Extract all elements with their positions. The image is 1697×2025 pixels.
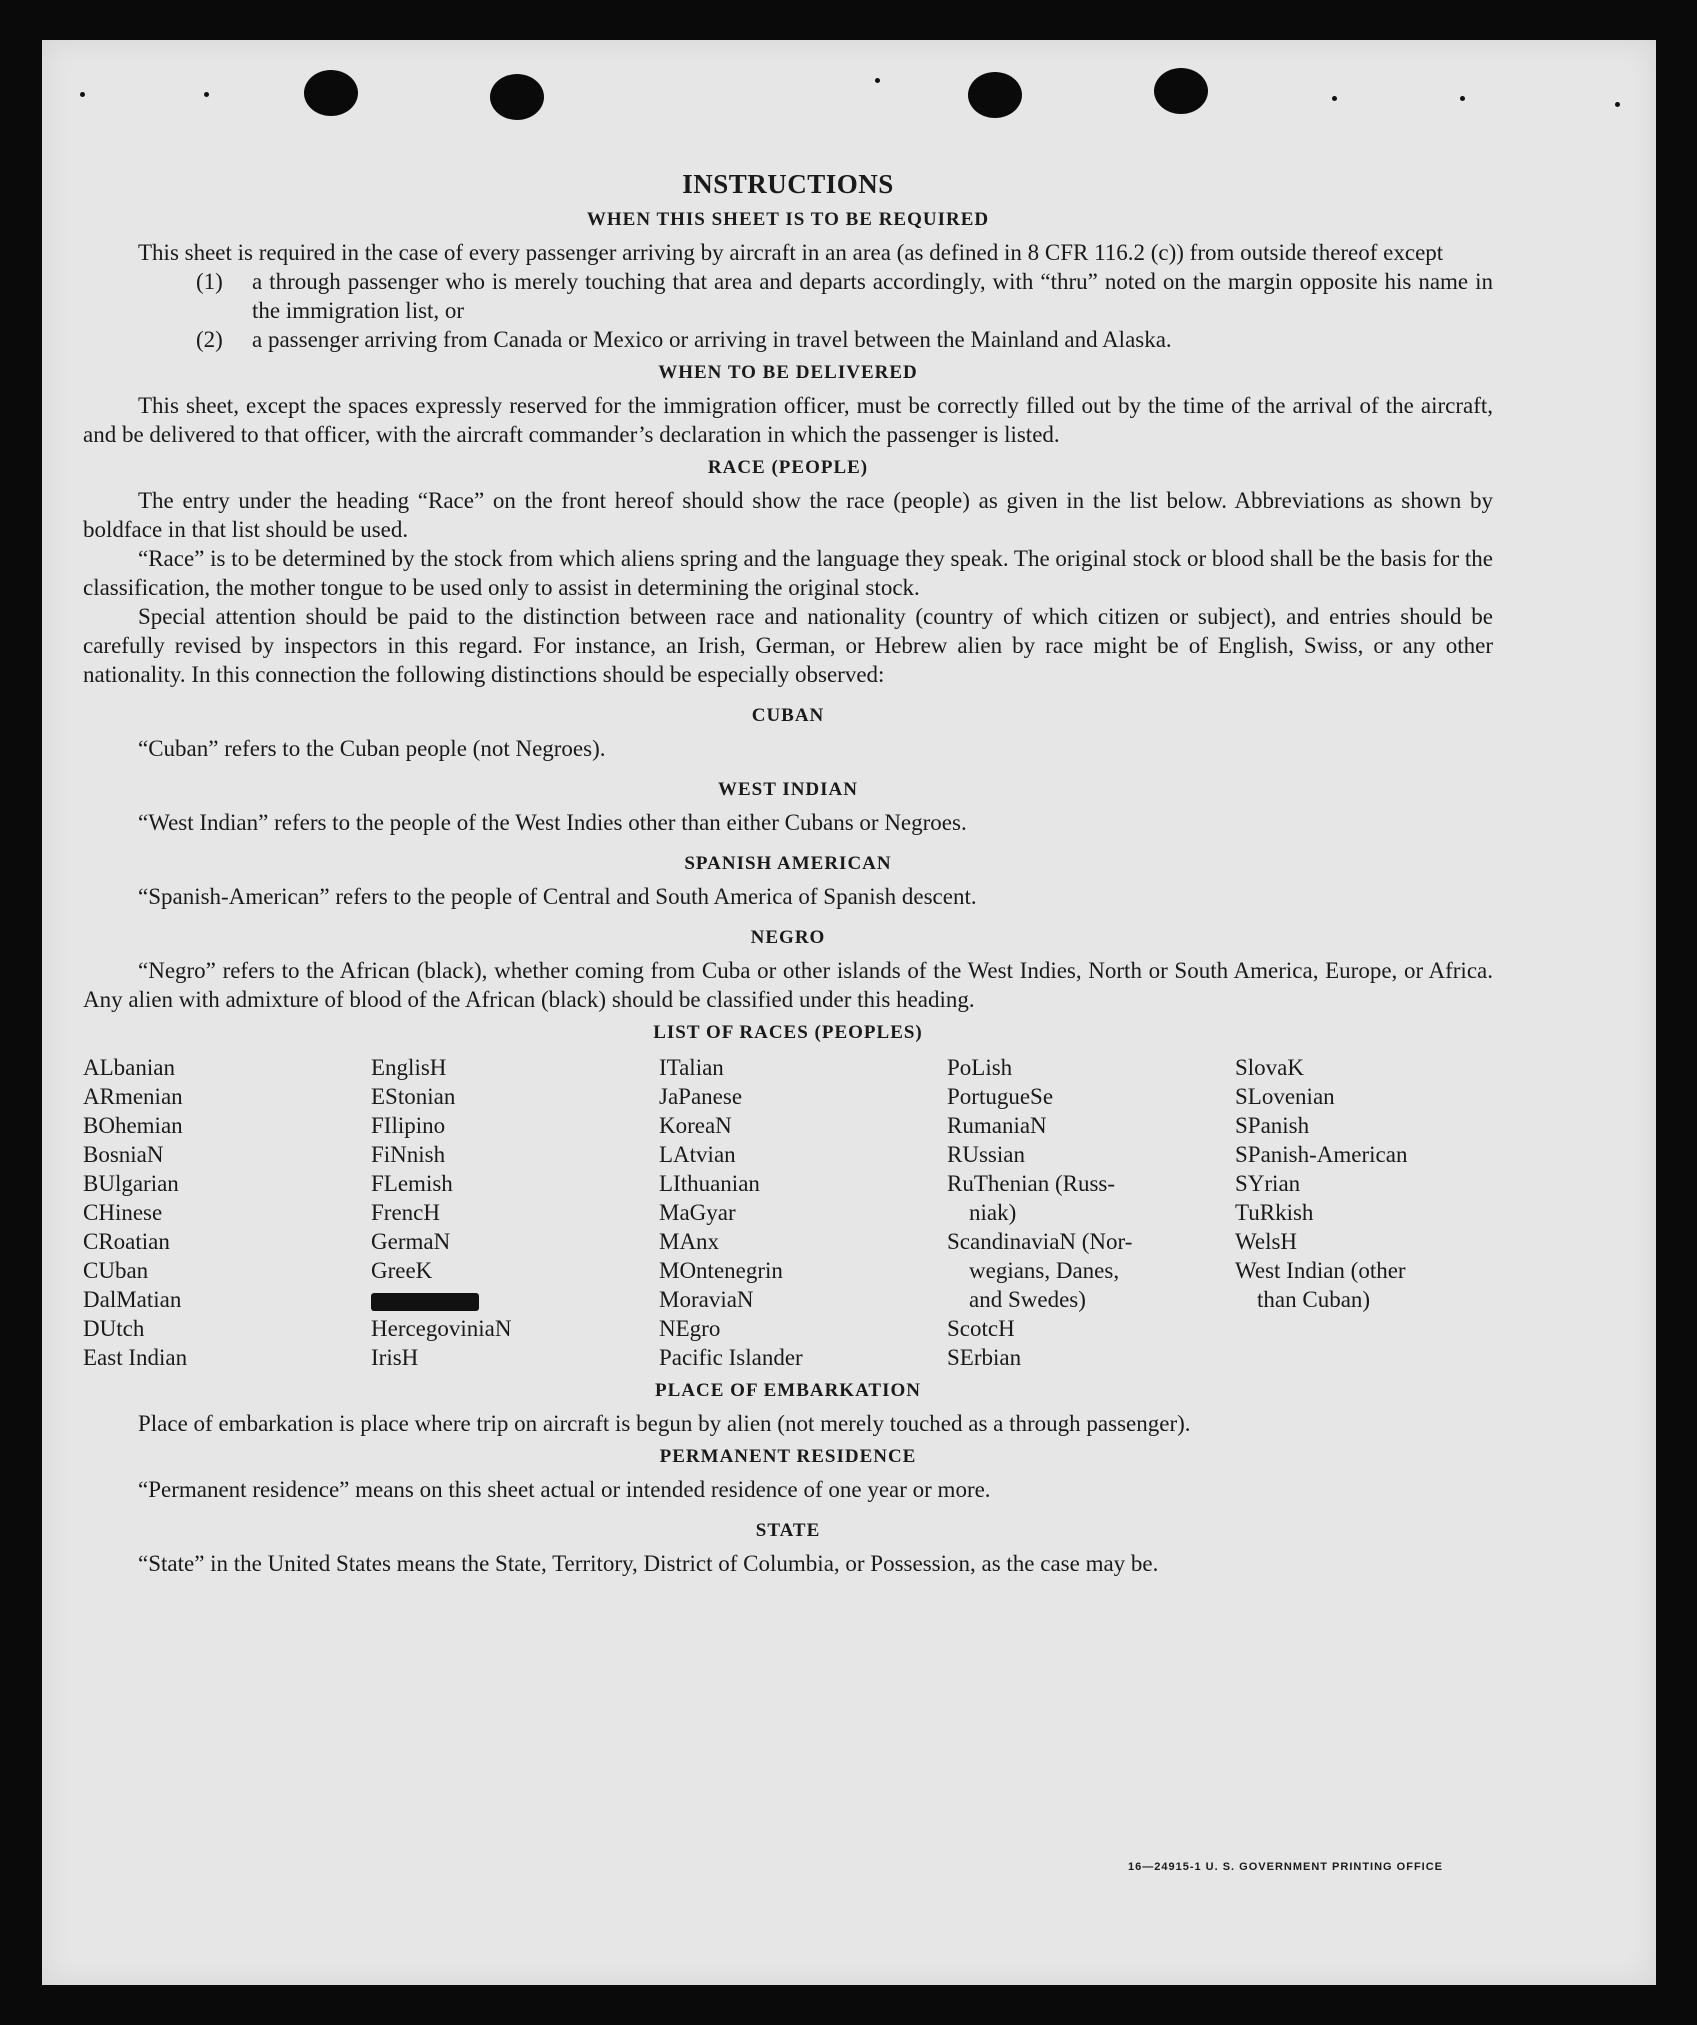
race-column-3 <box>659 1053 947 1372</box>
race-item: MoraviaN <box>659 1287 754 1312</box>
embarkation-text: Place of embarkation is place where trip on aircraft is begun by alien (not merely touched as a through passenger). <box>138 1411 1191 1436</box>
west-indian-text: “West Indian” refers to the people of the West Indies other than either Cubans or Negroes. <box>138 810 967 835</box>
race-item: FLemish <box>371 1171 453 1196</box>
race-item: ScandinaviaN (Nor- <box>947 1229 1133 1254</box>
race-item: CRoatian <box>83 1229 170 1254</box>
race-item: NEgro <box>659 1316 721 1341</box>
race-item: West Indian (other <box>1235 1258 1406 1283</box>
race-item: WelsH <box>1235 1229 1298 1254</box>
race-item: SlovaK <box>1235 1055 1304 1080</box>
item-number: (1) <box>196 269 223 294</box>
race-item: ITalian <box>659 1055 724 1080</box>
race-item: DUtch <box>83 1316 145 1341</box>
race-item: SLovenian <box>1235 1084 1335 1109</box>
race-item: BosniaN <box>83 1142 164 1167</box>
section-heading-residence: PERMANENT RESIDENCE <box>659 1446 917 1467</box>
section-heading-required: WHEN THIS SHEET IS TO BE REQUIRED <box>586 209 990 230</box>
race-item: BOhemian <box>83 1113 183 1138</box>
race-item: CUban <box>83 1258 149 1283</box>
section-heading-west-indian: WEST INDIAN <box>718 779 858 800</box>
section-heading-list-of-races: LIST OF RACES (PEOPLES) <box>653 1022 923 1043</box>
speck <box>1615 102 1620 107</box>
required-item-1 <box>196 267 1493 325</box>
state-text: “State” in the United States means the State, Territory, District of Columbia, or Possession, as the case may be. <box>138 1551 1159 1576</box>
section-heading-state: STATE <box>755 1520 821 1541</box>
punch-hole <box>490 74 544 120</box>
race-paragraph: The entry under the heading “Race” on the front hereof should show the race (people) as given in the list below. Abbreviations as shown by boldface in that list should be used. <box>83 488 1493 542</box>
section-heading-embarkation: PLACE OF EMBARKATION <box>655 1380 921 1401</box>
race-item-continuation: niak) <box>969 1200 1017 1225</box>
race-item: MAnx <box>659 1229 720 1254</box>
speck <box>1460 96 1465 101</box>
negro-text: “Negro” refers to the African (black), whether coming from Cuba or other islands of the West Indies, North or South America, Europe, or Africa. Any alien with admixture of blood of the African (black) should be classified under this heading. <box>83 958 1493 1012</box>
speck <box>204 92 209 97</box>
race-item: Pacific Islander <box>659 1345 803 1370</box>
race-item: ARmenian <box>83 1084 183 1109</box>
speck <box>80 92 85 97</box>
race-item: MaGyar <box>659 1200 736 1225</box>
race-item: PortugueSe <box>947 1084 1054 1109</box>
race-item: ScotcH <box>947 1316 1015 1341</box>
race-item: East Indian <box>83 1345 188 1370</box>
item-number: (2) <box>196 327 223 352</box>
race-item: HercegoviniaN <box>371 1316 512 1341</box>
required-intro: This sheet is required in the case of every passenger arriving by aircraft in an area (as defined in 8 CFR 116.2 (c)) from outside thereof except <box>138 240 1444 265</box>
race-item: RUssian <box>947 1142 1025 1167</box>
item-text: a through passenger who is merely touching that area and departs accordingly, with “thru” noted on the margin opposite his name in the immigration list, or <box>252 269 1493 323</box>
item-text: a passenger arriving from Canada or Mexico or arriving in travel between the Mainland and Alaska. <box>252 327 1172 352</box>
spanish-american-text: “Spanish-American” refers to the people of Central and South America of Spanish descent. <box>138 884 977 909</box>
race-item-continuation: wegians, Danes, <box>969 1258 1120 1283</box>
race-column-4 <box>947 1053 1235 1372</box>
printing-office-footer: 16—24915-1 U. S. GOVERNMENT PRINTING OFFICE <box>1128 1861 1444 1873</box>
section-heading-negro: NEGRO <box>750 927 826 948</box>
race-item-continuation: and Swedes) <box>969 1287 1086 1312</box>
race-item: JaPanese <box>659 1084 743 1109</box>
race-item-continuation: than Cuban) <box>1257 1287 1371 1312</box>
race-item: RuThenian (Russ- <box>947 1171 1116 1196</box>
race-item: GermaN <box>371 1229 451 1254</box>
race-item: SPanish-American <box>1235 1142 1408 1167</box>
race-paragraph: Special attention should be paid to the distinction between race and nationality (country of which citizen or subject), and entries should be carefully revised by inspectors in this regard. For instance, an Irish, German, or Hebrew alien by race might be of English, Swiss, or any other nationality. In this connection the following distinctions should be especially observed: <box>83 604 1493 687</box>
race-list <box>83 1053 1493 1372</box>
cuban-text: “Cuban” refers to the Cuban people (not Negroes). <box>138 736 606 761</box>
race-item: LIthuanian <box>659 1171 760 1196</box>
race-item: DalMatian <box>83 1287 182 1312</box>
instructions-body <box>83 170 1493 1578</box>
section-heading-spanish-american: SPANISH AMERICAN <box>684 853 892 874</box>
race-item: LAtvian <box>659 1142 736 1167</box>
race-item: BUlgarian <box>83 1171 179 1196</box>
punch-hole <box>304 70 358 116</box>
race-item: CHinese <box>83 1200 163 1225</box>
race-item: GreeK <box>371 1258 433 1283</box>
punch-hole <box>968 72 1022 118</box>
race-column-1 <box>83 1053 371 1372</box>
page-title: INSTRUCTIONS <box>682 169 894 199</box>
race-paragraph: “Race” is to be determined by the stock from which aliens spring and the language they speak. The original stock or blood shall be the basis for the classification, the mother tongue to be used only to assist in determining the original stock. <box>83 546 1493 600</box>
race-item: MOntenegrin <box>659 1258 783 1283</box>
speck <box>875 78 880 83</box>
delivered-text: This sheet, except the spaces expressly reserved for the immigration officer, must be correctly filled out by the time of the arrival of the aircraft, and be delivered to that officer, with the aircraft commander’s declaration in which the passenger is listed. <box>83 393 1493 447</box>
race-item: EnglisH <box>371 1055 447 1080</box>
race-item: KoreaN <box>659 1113 732 1138</box>
race-item: TuRkish <box>1235 1200 1314 1225</box>
redacted-entry <box>371 1285 659 1314</box>
residence-text: “Permanent residence” means on this sheet actual or intended residence of one year or more. <box>138 1477 991 1502</box>
section-heading-cuban: CUBAN <box>751 705 825 726</box>
document-sheet <box>42 40 1656 1985</box>
race-item: SYrian <box>1235 1171 1301 1196</box>
section-heading-race: RACE (PEOPLE) <box>707 457 869 478</box>
punch-hole <box>1154 68 1208 114</box>
race-column-5 <box>1235 1053 1495 1372</box>
race-item: RumaniaN <box>947 1113 1047 1138</box>
race-item: FiNnish <box>371 1142 446 1167</box>
redaction-mark <box>371 1293 479 1311</box>
race-item: ALbanian <box>83 1055 175 1080</box>
race-item: SPanish <box>1235 1113 1310 1138</box>
race-item: FrencH <box>371 1200 440 1225</box>
section-heading-delivered: WHEN TO BE DELIVERED <box>658 362 918 383</box>
required-item-2 <box>196 325 1493 354</box>
race-item: FIlipino <box>371 1113 446 1138</box>
race-item: EStonian <box>371 1084 456 1109</box>
race-item: IrisH <box>371 1345 419 1370</box>
race-column-2 <box>371 1053 659 1372</box>
race-item: PoLish <box>947 1055 1013 1080</box>
speck <box>1332 96 1337 101</box>
race-item: SErbian <box>947 1345 1022 1370</box>
